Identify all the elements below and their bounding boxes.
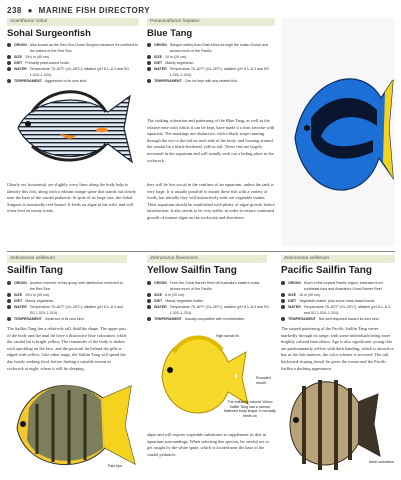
fact-row: ORIGIN Ranges widely from East Africa through the Indian Ocean and across much of the Pacific.	[147, 42, 275, 54]
sailfin-facts	[7, 280, 127, 322]
blue-tang-image	[281, 18, 395, 246]
bluetang-title: Blue Tang	[147, 28, 193, 39]
globe-icon	[147, 281, 151, 285]
fact-row: WATER Temperature 75–82°F (24–28°C); alkaline (pH 8.1–8.3 and SG 1.020–1.024).	[147, 304, 271, 316]
bluetang-description: The striking coloration and patterning of the Blue Tang, as well as the relative ease with which it can be kept, have made it a firm favorite with aquarists. The markings are distinctive, with a black stripe running through the eye to the tail on each side of the body, and forming around the caudal fin a black-bordered, yellow tail. These fish are largely nocturnal in the aquarium and will usually seek out a hiding place in the rockwork.	[147, 118, 275, 163]
caption-pale-tips: Pale tips	[108, 464, 122, 468]
fact-row: DIET Primarily plant-based foods.	[7, 60, 139, 66]
fact-row: TEMPERAMENT Intolerant of its own kind.	[7, 316, 127, 322]
caption-adult-coloration: Adult coloration	[369, 460, 394, 464]
sailfin-tang-image	[7, 368, 147, 476]
pacific-description: The striped patterning of the Pacific Sailfin Tang varies markedly through its range, with some individuals being more brightly colored than others. Age is also significant: young fish are predominantly yellow with dark banding, which is attractive, but as the fish matures, the color scheme is reversed. The tall, backward-sloping dorsal fin gives the owner and the Pacific Sailfin a dashing appearance.	[281, 326, 395, 371]
globe-icon	[7, 281, 11, 285]
fact-row: WATER Temperature 75–82°F (24–28°C); alkaline (pH 8.1–8.3 and SG 1.020–1.024).	[147, 66, 275, 78]
section-title: MARINE FISH DIRECTORY	[38, 6, 151, 15]
pacific-title: Pacific Sailfin Tang	[281, 265, 372, 276]
fact-row: DIET Mainly vegetable matter.	[147, 298, 271, 304]
section-divider	[7, 251, 395, 252]
yellow-title: Yellow Sailfin Tang	[147, 265, 237, 276]
water-icon	[7, 67, 11, 71]
fact-row: TEMPERAMENT Aggressive to its own kind.	[7, 78, 139, 84]
caption-rounded-mouth: Rounded mouth	[256, 376, 271, 385]
sailfin-title: Sailfin Tang	[7, 265, 63, 276]
page-header	[7, 6, 150, 15]
globe-icon	[7, 43, 11, 47]
bluetang-photo	[281, 18, 395, 246]
fact-row: TEMPERAMENT Can be kept with any related fish.	[147, 78, 275, 84]
page-number: 238	[7, 6, 22, 15]
fact-row: TEMPERAMENT Not well disposed toward its own kind.	[281, 316, 395, 322]
temperament-icon	[147, 317, 151, 321]
food-icon	[147, 299, 151, 303]
water-icon	[147, 67, 151, 71]
fact-row: SIZE 16 in (40 cm).	[281, 292, 395, 298]
ruler-icon	[147, 293, 151, 297]
water-icon	[147, 305, 151, 309]
food-icon	[147, 61, 151, 65]
globe-icon	[281, 281, 285, 285]
temperament-icon	[147, 79, 151, 83]
fact-row: SIZE 8 in (20 cm).	[147, 292, 271, 298]
temperament-icon	[281, 317, 285, 321]
ruler-icon	[7, 55, 11, 59]
food-icon	[7, 61, 11, 65]
fact-row: WATER Temperature 75–82°F (24–28°C); alkaline (pH 8.1–8.3 and SG 1.020–1.024).	[281, 304, 395, 316]
fact-row: SIZE 10 in (26 cm).	[147, 54, 275, 60]
pacific-facts	[281, 280, 395, 322]
header-bullet-icon: ●	[27, 6, 33, 15]
bluetang-facts	[147, 42, 275, 84]
sohal-description: Clearly set, horizontal, yet slightly wavy lines along the body help to identify this fish, along with a vibrant orange spine that stands out clearly near the base of the caudal peduncle. In spite of its large size, the Sohal Surgeon is essentially reef-bound. It feeds on algae in the wild, and will often feed on meaty foods.	[7, 182, 137, 214]
bluetang-scientific-name: Paracanthurus hepatus	[147, 18, 275, 26]
fact-row: WATER Temperature 75–82°F (24–28°C); alkaline (pH 8.1–8.3 and SG 1.020–1.024).	[7, 304, 127, 316]
sohal-surgeonfish-image	[10, 82, 138, 174]
water-icon	[281, 305, 285, 309]
ruler-icon	[147, 55, 151, 59]
sohal-scientific-name: Acanthurus sohal	[7, 18, 139, 26]
yellow-facts	[147, 280, 271, 322]
sohal-facts	[7, 42, 139, 84]
fact-row: DIET Mainly vegetarian.	[7, 298, 127, 304]
water-icon	[7, 305, 11, 309]
ruler-icon	[7, 293, 11, 297]
yellow-scientific-name: Zebrasoma flavescens	[147, 255, 267, 263]
sailfin-scientific-name: Zebrasoma veliferum	[7, 255, 127, 263]
globe-icon	[147, 43, 151, 47]
fact-row: DIET Mainly vegetarian.	[147, 60, 275, 66]
fact-row: WATER Temperature 75–82°F (24–28°C); alkaline (pH 8.1–8.3 and SG 1.020–1.024).	[7, 66, 139, 78]
fact-row: ORIGIN Another member of this group with distribution restricted to the Red Sea.	[7, 280, 127, 292]
food-icon	[7, 299, 11, 303]
yellow-description: algae and will require vegetable substitutes to supplement its diet in aquarium surroundings. When selecting this species, be careful not to get caught by the white spine, which is located near the base of the caudal peduncle.	[147, 432, 269, 457]
food-icon	[281, 299, 285, 303]
caption-high-dorsal-fin: High dorsal fin	[216, 334, 239, 338]
temperament-icon	[7, 317, 11, 321]
fact-row: DIET Vegetable matter, plus some meat-based foods.	[281, 298, 395, 304]
bluetang-description-continued: they will be less social in the confines of an aquarium, unless the tank is very large. It is usually possible to mount these fish with a variety of foods, but initially they will instinctively seek out vegetable matter. Their aquarium should be established with plenty of algae growth before introduction. It also needs to be very stable, in order to ensure continued growth of marine algae on the rockwork and elsewhere.	[147, 182, 275, 220]
fact-row: SIZE 15¾ in (40 cm).	[7, 292, 127, 298]
ruler-icon	[281, 293, 285, 297]
sailfin-description: The Sailfin Tang has a relatively tall, disklike shape. The upper part of the body and the anal fin have a distinctive blue coloration, while the caudal fin is bright yellow. The remainder of the body is darker, with speckling on the face, and the pectoral fin behind the gills is edged with yellow. Like other tangs, the Sailfin Tang will spend the day busily seeking food, before finding a suitable retreat in rockwork at night, where it will be sleeping.	[7, 326, 127, 371]
pacific-scientific-name: Zebrasoma veliferum	[281, 255, 395, 263]
fact-row: SIZE 15¾ in (40 cm).	[7, 54, 139, 60]
fact-row: ORIGIN From the Great Barrier Reef off Australia's eastern coast, across much of the Pacific.	[147, 280, 271, 292]
fact-row: TEMPERAMENT Usually compatible with invertebrates.	[147, 316, 271, 322]
fact-row: ORIGIN Much of the tropical Pacific region, extended from southeast Asia and Australia's Great Barrier Reef.	[281, 280, 395, 292]
fact-row: ORIGIN Also known as the Red Sea Clown Surgeon because it's confined to the waters of the Red Sea.	[7, 42, 139, 54]
caption-yellow-tang: The brilliantly colored Yellow Sailfin Tang has a narrow, flattened body shape. It normally feeds on	[224, 400, 276, 418]
sohal-title: Sohal Surgeonfish	[7, 28, 91, 39]
